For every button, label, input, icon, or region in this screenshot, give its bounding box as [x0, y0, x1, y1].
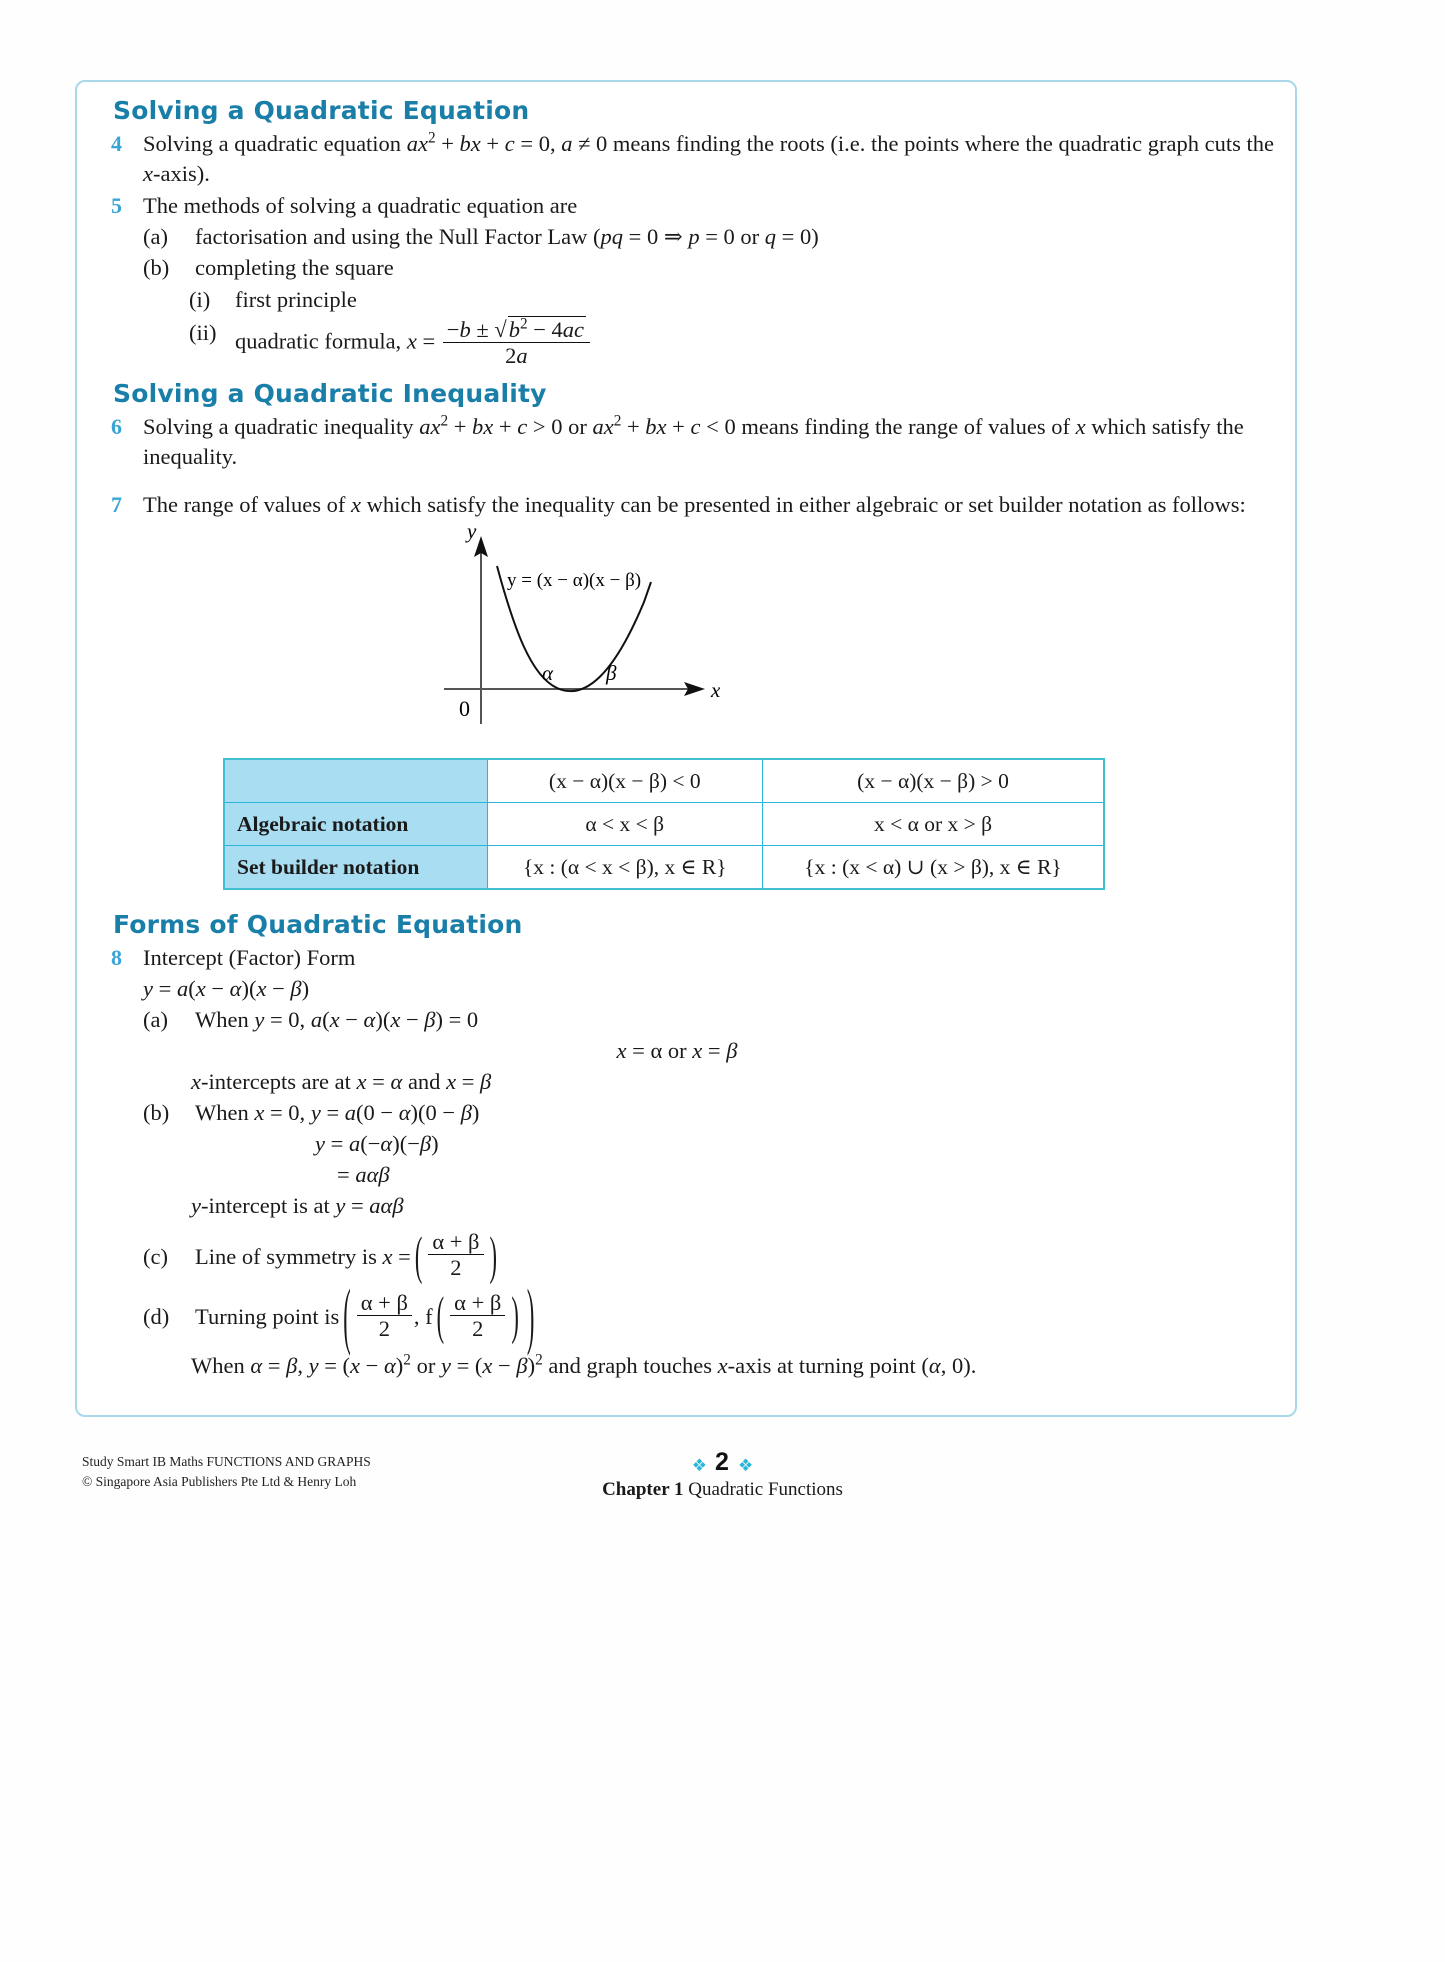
item-5b-ii: [189, 317, 1277, 369]
item-number-8: 8: [111, 945, 122, 971]
section-heading-solving-quadratic-equation: Solving a Quadratic Equation: [113, 96, 530, 125]
item-8b: [143, 1097, 1277, 1190]
parabola-graph-wrapper: [95, 524, 1277, 742]
item-4-text: Solving a quadratic equation $ax^2$ + bx + c = 0, a ≠ 0 means finding the roots (i.e. the points where the quadratic graph cuts the x-axis).: [143, 129, 1274, 187]
item-8b-line1: When x = 0, y = a(0 − α)(0 − β): [195, 1099, 480, 1125]
table-row: [224, 803, 1104, 846]
table-cell-c3-r2: {x : (x < α) ∪ (x > β), x ∈ R}: [763, 846, 1104, 890]
item-7: [95, 490, 1277, 520]
ornament-right-icon: ❖: [737, 1456, 754, 1476]
content-inner: [95, 96, 1277, 1383]
item-5b-label: (b): [143, 255, 170, 281]
table-cell-c2-r0: (x − α)(x − β) < 0: [487, 759, 763, 803]
item-5b-ii-label: (ii): [189, 319, 217, 345]
item-5b-ii-text: quadratic formula, x = $\frac{-b \pm √b^2 - 4ac}{2a}$: [235, 317, 1277, 369]
page-footer: [0, 1448, 1445, 1532]
right-paren: ): [489, 1225, 497, 1285]
item-5b-text: completing the square: [195, 255, 394, 281]
turning-denominator-2: 2: [450, 1315, 505, 1341]
item-8: [95, 943, 1277, 1381]
symmetry-fraction: [428, 1230, 483, 1280]
curve-equation-label: y = (x − α)(x − β): [507, 570, 642, 592]
item-8-equation: y = a(x − α)(x − β): [143, 975, 310, 1001]
item-number-7: 7: [111, 492, 122, 518]
quadratic-formula-numerator: $-b \pm √b^2 - 4ac$: [446, 315, 585, 342]
table-cell-c3-r0: (x − α)(x − β) > 0: [763, 759, 1104, 803]
turning-inner-left-paren: (: [436, 1286, 445, 1346]
table-cell-c2-r1: α < x < β: [487, 803, 763, 846]
table-row: [224, 759, 1104, 803]
table-row-header-setbuilder: Set builder notation: [224, 846, 487, 890]
footer-chapter-label: Chapter 1: [602, 1479, 684, 1500]
footer-page-number-row: [0, 1448, 1445, 1477]
item-5b-i-label: (i): [189, 286, 211, 312]
item-number-5: 5: [111, 193, 122, 219]
footer-center: [0, 1448, 1445, 1501]
turning-fn-label: , f: [413, 1304, 433, 1330]
turning-right-paren: ): [526, 1274, 535, 1357]
ornament-left-icon: ❖: [691, 1456, 708, 1476]
item-8a-label: (a): [143, 1006, 168, 1032]
item-5: [95, 191, 1277, 369]
item-5a: [143, 221, 1277, 252]
item-4: [95, 129, 1277, 189]
item-8c-body: [195, 1225, 1277, 1285]
item-7-text: The range of values of x which satisfy the inequality can be presented in either algebraic or set builder notation as follows:: [143, 492, 1246, 518]
turning-numerator-1: α + β: [360, 1289, 408, 1315]
item-8a: [143, 1004, 1277, 1066]
item-5a-label: (a): [143, 224, 168, 250]
notation-table: [223, 758, 1105, 890]
item-5-text: The methods of solving a quadratic equation are: [143, 193, 578, 219]
table-cell-c2-r2: {x : (α < x < β), x ∈ R}: [487, 846, 763, 890]
item-5a-text: factorisation and using the Null Factor Law (pq = 0 ⇒ p = 0 or q = 0): [195, 224, 819, 250]
table-row-header-algebraic: Algebraic notation: [224, 803, 487, 846]
item-8c: [143, 1225, 1277, 1285]
item-8a-line3: x-intercepts are at x = α and x = β: [191, 1068, 492, 1094]
turning-numerator-2: α + β: [454, 1289, 502, 1315]
y-axis-label: y: [467, 524, 477, 544]
turning-fraction-2: [450, 1291, 505, 1341]
item-8-closing: When α = β, $y = (x - \alpha)^2$ or $y = (x - \beta)^2$ and graph touches x-axis at turning point (α, 0).: [191, 1351, 977, 1379]
turning-fraction-1: [357, 1291, 412, 1341]
content-frame: [75, 80, 1297, 1417]
item-8-title: Intercept (Factor) Form: [143, 945, 356, 971]
turning-left-paren: (: [343, 1274, 351, 1357]
item-5b: [143, 252, 1277, 283]
x-axis-label: x: [711, 678, 721, 703]
item-8d-body: [195, 1274, 1277, 1357]
table-cell-blank: [224, 759, 487, 803]
quadratic-formula-denominator: 2a: [443, 342, 590, 368]
item-8a-line1: When y = 0, a(x − α)(x − β) = 0: [195, 1006, 479, 1032]
item-8c-text: Line of symmetry is x =: [195, 1243, 411, 1269]
footer-line-1: Study Smart IB Maths FUNCTIONS AND GRAPHS: [82, 1454, 371, 1469]
item-8b-body: [195, 1097, 1277, 1190]
section-heading-forms-of-quadratic-equation: Forms of Quadratic Equation: [113, 910, 523, 940]
item-5-body: [143, 191, 1277, 369]
page-number: 2: [715, 1448, 730, 1476]
footer-chapter-line: [0, 1479, 1445, 1501]
footer-line-2: © Singapore Asia Publishers Pte Ltd & Henry Loh: [82, 1474, 357, 1490]
item-5b-i: [189, 284, 1277, 315]
item-8b-label: (b): [143, 1099, 170, 1125]
left-paren: (: [414, 1225, 423, 1285]
symmetry-denominator: 2: [428, 1254, 483, 1280]
root-beta-label: β: [606, 661, 617, 686]
item-8b-line4: y-intercept is at y = aαβ: [191, 1193, 404, 1219]
item-number-4: 4: [111, 131, 122, 156]
section-heading-solving-quadratic-inequality: Solving a Quadratic Inequality: [113, 379, 547, 409]
symmetry-numerator: α + β: [432, 1229, 480, 1255]
item-6: [95, 412, 1277, 472]
item-8c-label: (c): [143, 1243, 168, 1269]
item-8a-body: [195, 1004, 1277, 1066]
footer-chapter-title: Quadratic Functions: [688, 1479, 843, 1500]
parabola-graph: [439, 524, 759, 736]
item-5b-i-text: first principle: [235, 286, 357, 312]
item-8-body: [143, 943, 1277, 1381]
table-row: [224, 846, 1104, 890]
origin-label: 0: [459, 696, 470, 722]
turning-denominator-1: 2: [357, 1315, 412, 1341]
item-8a-line2: x = α or x = β: [616, 1037, 738, 1063]
item-8d: [143, 1274, 1277, 1357]
item-number-6: 6: [111, 414, 122, 440]
turning-inner-right-paren: ): [511, 1286, 519, 1346]
item-8d-label: (d): [143, 1304, 170, 1330]
quadratic-formula-fraction: [443, 316, 590, 368]
item-8d-text: Turning point is: [195, 1304, 340, 1330]
item-6-text: Solving a quadratic inequality $ax^2$ + bx + c > 0 or $ax^2$ + bx + c < 0 means finding the range of values of x which satisfy the inequality.: [143, 412, 1244, 470]
root-alpha-label: α: [542, 661, 554, 686]
table-cell-c3-r1: x < α or x > β: [763, 803, 1104, 846]
item-8b-line2: y = a(−α)(−β): [315, 1130, 439, 1156]
item-8b-line3: = aαβ: [337, 1161, 390, 1187]
